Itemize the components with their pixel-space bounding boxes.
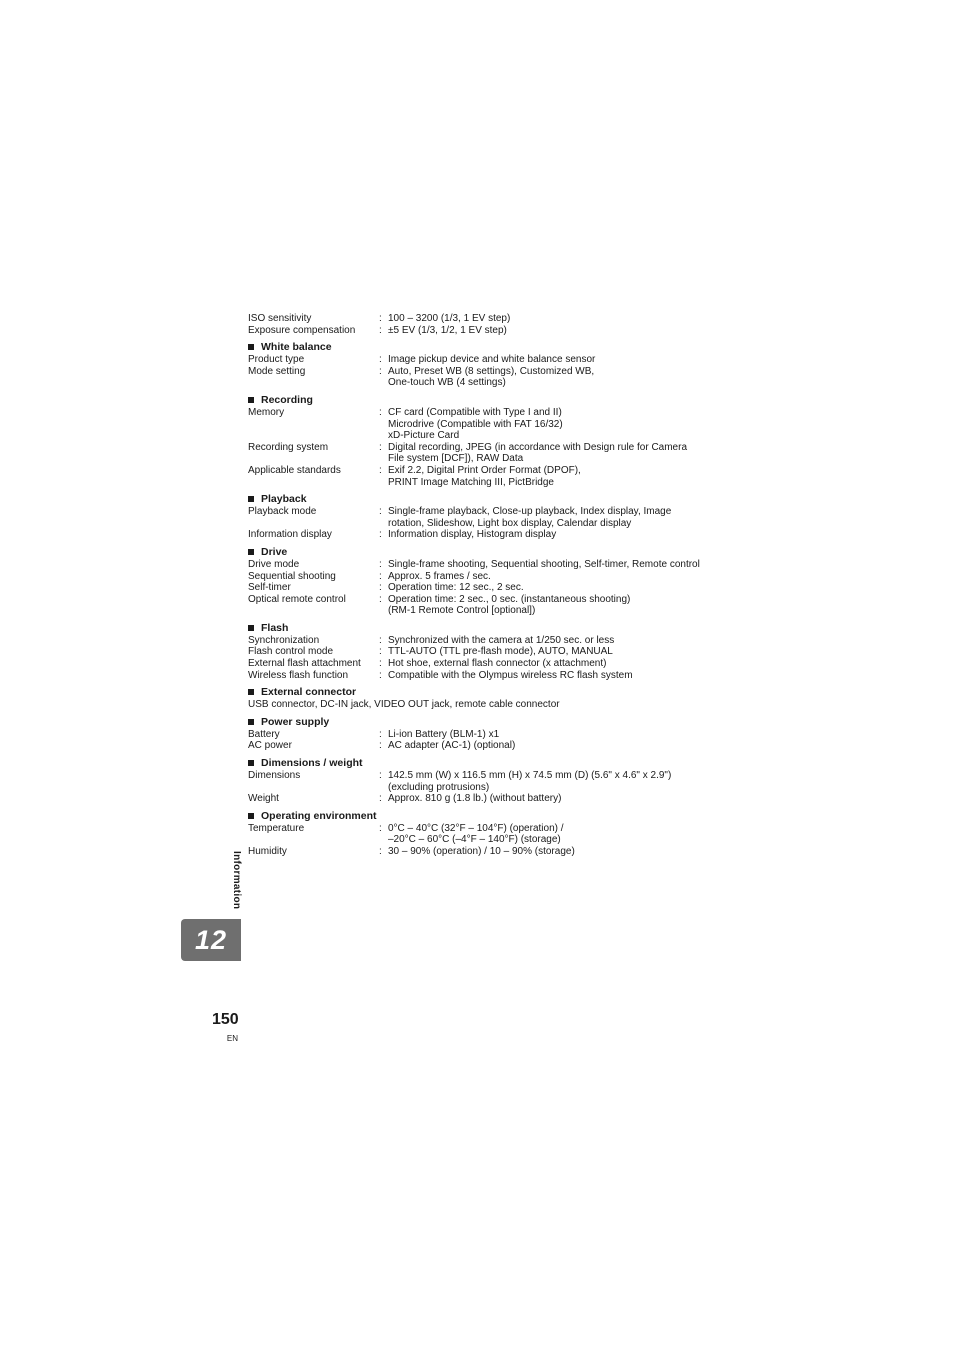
spec-row	[248, 506, 718, 529]
spec-value-line: –20°C – 60°C (–4°F – 140°F) (storage)	[388, 834, 561, 846]
section-title: Drive	[261, 545, 288, 558]
spec-row	[248, 646, 718, 658]
spec-value	[388, 407, 718, 442]
spec-row	[248, 594, 718, 617]
spec-label: Self-timer	[248, 582, 291, 594]
spec-label: Drive mode	[248, 558, 300, 570]
spec-section	[248, 546, 718, 617]
section-heading	[248, 341, 718, 353]
chapter-tab	[181, 919, 241, 961]
spec-section	[248, 810, 718, 858]
spec-colon: :	[379, 669, 382, 681]
spec-value	[388, 635, 718, 647]
spec-value-line: rotation, Slideshow, Light box display, Calendar display	[388, 517, 632, 529]
spec-label: Information display	[248, 529, 332, 541]
spec-value-line: PRINT Image Matching III, PictBridge	[388, 476, 554, 488]
section-heading	[248, 546, 718, 558]
square-bullet-icon	[248, 813, 254, 819]
spec-value-line: xD-Picture Card	[388, 430, 460, 442]
spec-row	[248, 793, 718, 805]
spec-label: Recording system	[248, 441, 329, 453]
spec-colon: :	[379, 740, 382, 752]
spec-value-line: (excluding protrusions)	[388, 781, 490, 793]
spec-value	[388, 770, 718, 793]
spec-value-line: File system [DCF]), RAW Data	[388, 453, 524, 465]
spec-colon: :	[379, 793, 382, 805]
spec-value	[388, 442, 718, 465]
section-heading	[248, 394, 718, 406]
spec-value	[388, 740, 718, 752]
spec-value-line: Synchronized with the camera at 1/250 sec. or less	[388, 634, 615, 646]
spec-colon: :	[379, 658, 382, 670]
spec-value	[388, 594, 718, 617]
spec-colon: :	[379, 770, 382, 782]
spec-row	[248, 658, 718, 670]
section-title: Playback	[261, 493, 307, 506]
section-title: Flash	[261, 621, 289, 634]
spec-label: Flash control mode	[248, 646, 334, 658]
language-code: EN	[226, 1034, 238, 1043]
square-bullet-icon	[248, 549, 254, 555]
spec-value	[388, 793, 718, 805]
spec-value-line: Image pickup device and white balance sensor	[388, 354, 596, 366]
spec-value-line: AC adapter (AC-1) (optional)	[388, 740, 516, 752]
spec-row	[248, 442, 718, 465]
spec-label: Optical remote control	[248, 593, 346, 605]
spec-colon: :	[379, 529, 382, 541]
spec-row	[248, 770, 718, 793]
spec-label: Product type	[248, 354, 305, 366]
spec-value	[388, 366, 718, 389]
section-heading	[248, 622, 718, 634]
spec-label: Battery	[248, 728, 280, 740]
spec-colon: :	[379, 464, 382, 476]
square-bullet-icon	[248, 689, 254, 695]
spec-value-line: 100 – 3200 (1/3, 1 EV step)	[388, 313, 511, 324]
spec-row	[248, 559, 718, 571]
pre-rows	[248, 313, 718, 336]
spec-row	[248, 465, 718, 488]
spec-value-line: Compatible with the Olympus wireless RC flash system	[388, 669, 633, 681]
spec-colon: :	[379, 354, 382, 366]
spec-row	[248, 582, 718, 594]
spec-section	[248, 341, 718, 389]
spec-label: Humidity	[248, 846, 287, 857]
spec-value	[388, 582, 718, 594]
section-heading	[248, 716, 718, 728]
square-bullet-icon	[248, 344, 254, 350]
spec-label: Playback mode	[248, 506, 317, 518]
spec-label: Sequential shooting	[248, 570, 336, 582]
spec-value	[388, 646, 718, 658]
spec-row	[248, 823, 718, 846]
spec-value	[388, 313, 718, 325]
square-bullet-icon	[248, 760, 254, 766]
spec-value	[388, 846, 718, 858]
spec-value-line: One-touch WB (4 settings)	[388, 377, 506, 389]
spec-value-line: TTL-AUTO (TTL pre-flash mode), AUTO, MANUAL	[388, 646, 613, 658]
spec-section	[248, 394, 718, 488]
spec-colon: :	[379, 728, 382, 740]
spec-value	[388, 729, 718, 741]
spec-value	[388, 465, 718, 488]
spec-value	[388, 354, 718, 366]
spec-colon: :	[379, 324, 382, 336]
spec-colon: :	[379, 558, 382, 570]
spec-row	[248, 635, 718, 647]
spec-value-line: Auto, Preset WB (8 settings), Customized WB,	[388, 365, 595, 377]
spec-row	[248, 740, 718, 752]
spec-colon: :	[379, 313, 382, 324]
square-bullet-icon	[248, 397, 254, 403]
spec-value-line: Operation time: 12 sec., 2 sec.	[388, 582, 524, 594]
spec-row	[248, 366, 718, 389]
spec-value-line: ±5 EV (1/3, 1/2, 1 EV step)	[388, 324, 507, 336]
section-heading	[248, 810, 718, 822]
spec-label: Exposure compensation	[248, 324, 356, 336]
spec-colon: :	[379, 634, 382, 646]
spec-value	[388, 529, 718, 541]
spec-value-line: 0°C – 40°C (32°F – 104°F) (operation) /	[388, 822, 564, 834]
section-title: Recording	[261, 393, 313, 406]
square-bullet-icon	[248, 625, 254, 631]
spec-value-line: Single-frame shooting, Sequential shooting, Self-timer, Remote control	[388, 558, 700, 570]
spec-value	[388, 823, 718, 846]
spec-label: Temperature	[248, 822, 305, 834]
spec-row	[248, 571, 718, 583]
section-title: White balance	[261, 341, 332, 354]
spec-label: Memory	[248, 406, 285, 418]
spec-sections	[248, 341, 718, 857]
spec-row	[248, 407, 718, 442]
spec-row	[248, 325, 718, 337]
spec-colon: :	[379, 582, 382, 594]
spec-colon: :	[379, 846, 382, 857]
spec-label: External flash attachment	[248, 658, 361, 670]
spec-value	[388, 658, 718, 670]
spec-section	[248, 716, 718, 752]
section-title: External connector	[261, 686, 357, 699]
spec-label: Dimensions	[248, 770, 301, 782]
spec-list	[248, 313, 718, 863]
spec-label: Synchronization	[248, 634, 320, 646]
section-title: Power supply	[261, 715, 330, 728]
spec-value	[388, 506, 718, 529]
spec-value-line: Operation time: 2 sec., 0 sec. (instantaneous shooting)	[388, 593, 631, 605]
spec-section	[248, 686, 718, 711]
spec-value-line: Digital recording, JPEG (in accordance with Design rule for Camera	[388, 441, 688, 453]
section-heading	[248, 493, 718, 505]
spec-value	[388, 325, 718, 337]
spec-row	[248, 313, 718, 325]
spec-section	[248, 493, 718, 541]
spec-value-line: (RM-1 Remote Control [optional])	[388, 605, 536, 617]
spec-value-line: Li-ion Battery (BLM-1) x1	[388, 728, 500, 740]
section-heading	[248, 686, 718, 698]
spec-value-line: Exif 2.2, Digital Print Order Format (DPOF),	[388, 464, 581, 476]
square-bullet-icon	[248, 496, 254, 502]
spec-label: Wireless flash function	[248, 669, 349, 681]
spec-label: Applicable standards	[248, 464, 341, 476]
spec-value-line: Information display, Histogram display	[388, 529, 557, 541]
spec-label: Mode setting	[248, 365, 306, 377]
section-heading	[248, 757, 718, 769]
spec-value-line: Single-frame playback, Close-up playback, Index display, Image	[388, 506, 672, 518]
spec-colon: :	[379, 441, 382, 453]
square-bullet-icon	[248, 719, 254, 725]
chapter-number: 12	[194, 924, 228, 955]
spec-value	[388, 670, 718, 682]
spec-colon: :	[379, 365, 382, 377]
spec-label: ISO sensitivity	[248, 313, 312, 324]
spec-colon: :	[379, 593, 382, 605]
spec-value-line: 30 – 90% (operation) / 10 – 90% (storage)	[388, 846, 575, 857]
spec-row	[248, 729, 718, 741]
spec-value-line: Microdrive (Compatible with FAT 16/32)	[388, 418, 563, 430]
section-side-label: Information	[231, 851, 242, 910]
spec-section	[248, 622, 718, 681]
section-title: Dimensions / weight	[261, 757, 363, 770]
spec-section	[248, 757, 718, 805]
spec-value	[388, 571, 718, 583]
spec-row	[248, 529, 718, 541]
spec-value-line: 142.5 mm (W) x 116.5 mm (H) x 74.5 mm (D) (5.6" x 4.6" x 2.9")	[388, 770, 672, 782]
section-text: USB connector, DC-IN jack, VIDEO OUT jack, remote cable connector	[248, 699, 560, 711]
spec-value-line: Hot shoe, external flash connector (x attachment)	[388, 658, 607, 670]
spec-label: AC power	[248, 740, 292, 752]
spec-row	[248, 670, 718, 682]
spec-colon: :	[379, 822, 382, 834]
section-title: Operating environment	[261, 809, 377, 822]
spec-row	[248, 846, 718, 858]
spec-label: Weight	[248, 793, 279, 805]
spec-value-line: Approx. 5 frames / sec.	[388, 570, 491, 582]
spec-colon: :	[379, 406, 382, 418]
spec-colon: :	[379, 570, 382, 582]
spec-colon: :	[379, 646, 382, 658]
spec-value-line: Approx. 810 g (1.8 lb.) (without battery)	[388, 793, 562, 805]
page-number: 150	[212, 1011, 239, 1028]
spec-row	[248, 354, 718, 366]
spec-value-line: CF card (Compatible with Type I and II)	[388, 406, 562, 418]
spec-colon: :	[379, 506, 382, 518]
spec-value	[388, 559, 718, 571]
